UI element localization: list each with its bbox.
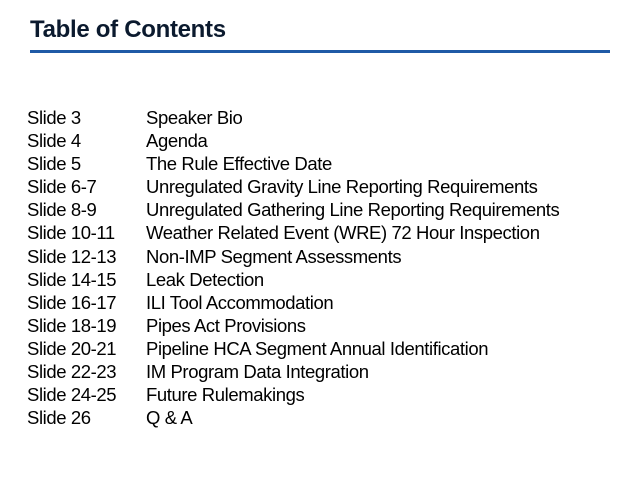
toc-row <box>27 198 627 221</box>
toc-topic: Pipeline HCA Segment Annual Identification <box>146 337 489 359</box>
toc-row <box>27 221 627 244</box>
toc-row <box>27 383 627 406</box>
toc-slide-number: Slide 16-17 <box>27 291 117 313</box>
toc-slide-number: Slide 18-19 <box>27 314 117 336</box>
toc-slide-number: Slide 26 <box>27 407 91 429</box>
toc-slide-number: Slide 22-23 <box>27 361 117 383</box>
toc-row <box>27 129 627 152</box>
toc-topic: The Rule Effective Date <box>146 153 332 175</box>
toc-topic: Unregulated Gathering Line Reporting Requirements <box>146 199 560 221</box>
toc-topic: Unregulated Gravity Line Reporting Requirements <box>146 176 538 198</box>
toc-slide-number: Slide 12-13 <box>27 245 117 267</box>
toc-row <box>27 406 627 429</box>
page-title: Table of Contents <box>30 16 226 43</box>
toc-topic: Agenda <box>146 130 208 152</box>
title-divider <box>30 50 610 53</box>
toc-topic: Leak Detection <box>146 268 264 290</box>
toc-slide-number: Slide 5 <box>27 153 81 175</box>
toc-row <box>27 291 627 314</box>
toc-topic: ILI Tool Accommodation <box>146 291 334 313</box>
toc-row <box>27 245 627 268</box>
toc-slide-number: Slide 6-7 <box>27 176 97 198</box>
toc-row <box>27 268 627 291</box>
toc-slide-number: Slide 10-11 <box>27 222 115 244</box>
toc-topic: Weather Related Event (WRE) 72 Hour Inspection <box>146 222 540 244</box>
toc-topic: Future Rulemakings <box>146 384 305 406</box>
toc-row <box>27 337 627 360</box>
toc-topic: Pipes Act Provisions <box>146 314 306 336</box>
table-of-contents <box>27 106 627 429</box>
toc-topic: Speaker Bio <box>146 107 243 128</box>
toc-slide-number: Slide 8-9 <box>27 199 97 221</box>
toc-slide-number: Slide 14-15 <box>27 268 117 290</box>
toc-topic: IM Program Data Integration <box>146 361 369 383</box>
toc-row <box>27 314 627 337</box>
toc-row <box>27 152 627 175</box>
toc-topic: Non-IMP Segment Assessments <box>146 245 402 267</box>
toc-slide-number: Slide 4 <box>27 130 81 152</box>
toc-row <box>27 175 627 198</box>
toc-slide-number: Slide 24-25 <box>27 384 117 406</box>
toc-slide-number: Slide 20-21 <box>27 337 117 359</box>
toc-row <box>27 360 627 383</box>
toc-topic: Q & A <box>146 407 193 429</box>
toc-row <box>27 106 627 129</box>
toc-slide-number: Slide 3 <box>27 107 81 128</box>
